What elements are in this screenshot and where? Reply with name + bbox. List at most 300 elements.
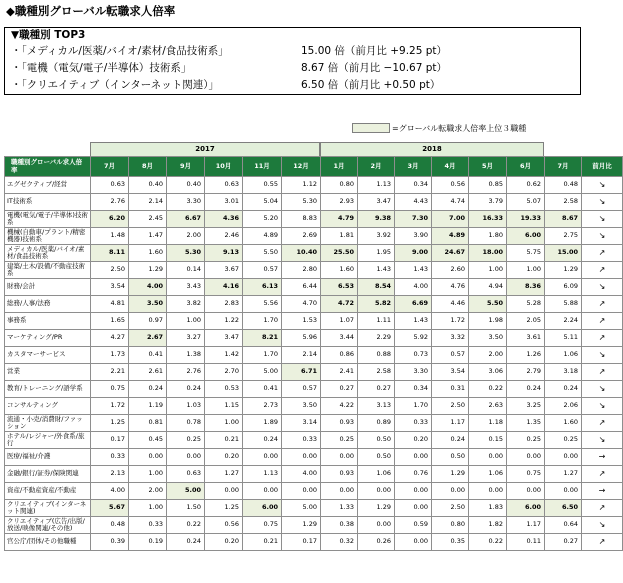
trend-arrow-icon: ↗ [582, 534, 623, 551]
row-label: コンサルティング [5, 398, 91, 415]
ratio-cell: 3.54 [432, 364, 469, 381]
ratio-cell: 2.60 [432, 262, 469, 279]
ratio-cell: 0.57 [432, 347, 469, 364]
ratio-cell: 1.15 [205, 398, 243, 415]
ratio-cell: 2.93 [321, 194, 358, 211]
ratio-cell: 0.34 [395, 177, 432, 194]
ratio-cell: 2.80 [282, 262, 321, 279]
ratio-cell: 3.18 [545, 364, 582, 381]
ratio-cell: 0.56 [205, 517, 243, 534]
ratio-cell: 0.64 [545, 517, 582, 534]
trend-arrow-icon: ↘ [582, 194, 623, 211]
ratio-cell: 1.47 [129, 228, 167, 245]
column-header-month: 3月 [395, 157, 432, 177]
ratio-cell: 0.00 [432, 483, 469, 500]
ratio-cell: 0.97 [129, 313, 167, 330]
trend-arrow-icon: ↗ [582, 296, 623, 313]
ratio-cell: 8.54 [358, 279, 395, 296]
ratio-cell: 5.67 [91, 500, 129, 517]
ratio-cell: 1.29 [282, 517, 321, 534]
ratio-cell: 1.03 [167, 398, 205, 415]
ratio-cell: 1.00 [167, 313, 205, 330]
ratio-cell: 5.11 [545, 330, 582, 347]
ratio-cell: 6.20 [91, 211, 129, 228]
ratio-cell: 0.25 [321, 432, 358, 449]
ratio-cell: 0.35 [432, 534, 469, 551]
ratio-cell: 0.56 [432, 177, 469, 194]
top3-item [5, 61, 580, 75]
ratio-cell: 4.70 [282, 296, 321, 313]
ratio-cell: 2.00 [469, 347, 507, 364]
ratio-cell: 1.12 [282, 177, 321, 194]
ratio-cell: 2.24 [545, 313, 582, 330]
ratio-cell: 6.00 [243, 500, 282, 517]
ratio-cell: 2.50 [432, 398, 469, 415]
ratio-cell: 6.44 [282, 279, 321, 296]
column-header-month: 10月 [205, 157, 243, 177]
ratio-cell: 0.40 [129, 177, 167, 194]
ratio-cell: 0.57 [243, 262, 282, 279]
trend-arrow-icon: ↘ [582, 381, 623, 398]
ratio-cell: 0.89 [358, 415, 395, 432]
ratio-cell: 0.15 [469, 432, 507, 449]
table-row [5, 449, 623, 466]
ratio-cell: 1.72 [432, 313, 469, 330]
column-header-month: 6月 [507, 157, 545, 177]
ratio-cell: 1.13 [243, 466, 282, 483]
ratio-cell: 1.72 [91, 398, 129, 415]
ratio-cell: 0.00 [395, 534, 432, 551]
row-label: 財務/会計 [5, 279, 91, 296]
ratio-cell: 1.13 [358, 177, 395, 194]
ratio-cell: 2.58 [358, 364, 395, 381]
ratio-cell: 4.16 [205, 279, 243, 296]
ratio-cell: 0.39 [91, 534, 129, 551]
row-label: 官公庁/団体/その他職種 [5, 534, 91, 551]
ratio-cell: 0.20 [205, 534, 243, 551]
table-row [5, 296, 623, 313]
row-label: 医療/福祉/介護 [5, 449, 91, 466]
ratio-cell: 2.61 [129, 364, 167, 381]
ratio-cell: 1.25 [91, 415, 129, 432]
ratio-cell: 0.48 [91, 517, 129, 534]
ratio-cell: 24.67 [432, 245, 469, 262]
ratio-cell: 3.90 [395, 228, 432, 245]
ratio-cell: 0.88 [358, 347, 395, 364]
ratio-cell: 1.00 [129, 466, 167, 483]
ratio-cell: 0.76 [395, 466, 432, 483]
ratio-cell: 4.89 [432, 228, 469, 245]
top3-item-value: 6.50 倍（前月比 +0.50 pt） [301, 79, 441, 91]
ratio-cell: 1.80 [469, 228, 507, 245]
table-row [5, 228, 623, 245]
row-label: 営業 [5, 364, 91, 381]
ratio-cell: 5.20 [243, 211, 282, 228]
ratio-cell: 4.43 [395, 194, 432, 211]
ratio-cell: 3.50 [129, 296, 167, 313]
ratio-cell: 2.06 [545, 398, 582, 415]
table-row [5, 432, 623, 449]
ratio-cell: 0.24 [167, 534, 205, 551]
ratio-cell: 3.30 [395, 364, 432, 381]
column-header-month: 7月 [545, 157, 582, 177]
column-header-month: 1月 [321, 157, 358, 177]
ratio-cell: 2.50 [91, 262, 129, 279]
trend-arrow-icon: ↗ [582, 364, 623, 381]
table-row [5, 194, 623, 211]
ratio-cell: 2.45 [129, 211, 167, 228]
trend-arrow-icon: ↘ [582, 177, 623, 194]
ratio-cell: 6.69 [395, 296, 432, 313]
ratio-cell: 0.00 [167, 449, 205, 466]
ratio-cell: 4.79 [321, 211, 358, 228]
top3-item [5, 44, 580, 58]
ratio-cell: 1.38 [167, 347, 205, 364]
ratio-cell: 0.41 [243, 381, 282, 398]
ratio-cell: 0.00 [469, 483, 507, 500]
ratio-cell: 1.18 [469, 415, 507, 432]
row-label: 資産/不動産資産/不動産 [5, 483, 91, 500]
ratio-cell: 3.32 [432, 330, 469, 347]
ratio-cell: 0.24 [129, 381, 167, 398]
ratio-cell: 1.43 [395, 313, 432, 330]
ratio-cell: 0.11 [507, 534, 545, 551]
ratio-cell: 0.34 [395, 381, 432, 398]
ratio-cell: 3.13 [358, 398, 395, 415]
ratio-cell: 1.95 [358, 245, 395, 262]
table-row [5, 313, 623, 330]
table-row [5, 415, 623, 432]
ratio-cell: 16.33 [469, 211, 507, 228]
column-header-change: 前月比 [582, 157, 623, 177]
table-row [5, 330, 623, 347]
ratio-cell: 2.41 [321, 364, 358, 381]
ratio-cell: 7.30 [395, 211, 432, 228]
ratio-cell: 0.55 [243, 177, 282, 194]
ratio-cell: 0.17 [282, 534, 321, 551]
ratio-cell: 1.89 [243, 415, 282, 432]
ratio-cell: 0.32 [321, 534, 358, 551]
table-row [5, 211, 623, 228]
row-label: 機械(自動車/プラント/精密機器)技術系 [5, 228, 91, 245]
ratio-cell: 1.60 [321, 262, 358, 279]
ratio-cell: 0.25 [507, 432, 545, 449]
ratio-cell: 9.00 [395, 245, 432, 262]
ratio-cell: 0.27 [321, 381, 358, 398]
column-header-month: 12月 [282, 157, 321, 177]
ratio-cell: 3.50 [282, 398, 321, 415]
ratio-cell: 0.33 [282, 432, 321, 449]
ratio-cell: 0.19 [129, 534, 167, 551]
ratio-cell: 3.47 [205, 330, 243, 347]
ratio-cell: 3.01 [205, 194, 243, 211]
ratio-cell: 1.29 [358, 500, 395, 517]
table-header-row [5, 157, 623, 177]
ratio-cell: 0.00 [507, 449, 545, 466]
ratio-cell: 0.75 [507, 466, 545, 483]
ratio-cell: 4.89 [243, 228, 282, 245]
ratio-cell: 1.60 [129, 245, 167, 262]
ratio-cell: 3.25 [507, 398, 545, 415]
ratio-cell: 5.00 [167, 483, 205, 500]
ratio-cell: 0.00 [545, 449, 582, 466]
ratio-cell: 2.14 [129, 194, 167, 211]
trend-arrow-icon: ↗ [582, 245, 623, 262]
ratio-cell: 0.25 [545, 432, 582, 449]
table-row [5, 177, 623, 194]
ratio-cell: 8.83 [282, 211, 321, 228]
table-row [5, 364, 623, 381]
ratio-cell: 5.28 [507, 296, 545, 313]
ratio-cell: 0.45 [129, 432, 167, 449]
legend [352, 122, 526, 134]
ratio-cell: 5.00 [243, 364, 282, 381]
ratio-cell: 0.80 [432, 517, 469, 534]
ratio-cell: 0.00 [469, 449, 507, 466]
row-label: 教育/トレーニング/語学系 [5, 381, 91, 398]
legend-swatch [352, 123, 390, 133]
year-header-2018: 2018 [320, 142, 544, 156]
ratio-cell: 5.50 [469, 296, 507, 313]
ratio-cell: 0.93 [321, 466, 358, 483]
ratio-cell: 18.00 [469, 245, 507, 262]
ratio-cell: 0.78 [167, 415, 205, 432]
table-body [5, 177, 623, 551]
legend-text: =グローバル転職求人倍率上位３職種 [392, 123, 527, 133]
trend-arrow-icon: ↗ [582, 500, 623, 517]
ratio-cell: 6.09 [545, 279, 582, 296]
ratio-cell: 5.75 [507, 245, 545, 262]
ratio-cell: 2.50 [432, 500, 469, 517]
ratio-cell: 1.00 [129, 500, 167, 517]
row-label: 金融/銀行/証券/保険関連 [5, 466, 91, 483]
ratio-cell: 2.14 [282, 347, 321, 364]
ratio-cell: 5.82 [358, 296, 395, 313]
ratio-cell: 0.24 [432, 432, 469, 449]
ratio-cell: 1.29 [432, 466, 469, 483]
ratio-cell: 25.50 [321, 245, 358, 262]
ratio-cell: 5.56 [243, 296, 282, 313]
row-label: 流通・小売/消費財/ファッション [5, 415, 91, 432]
ratio-cell: 4.76 [432, 279, 469, 296]
ratio-cell: 0.00 [395, 483, 432, 500]
table-row [5, 517, 623, 534]
ratio-cell: 0.00 [395, 500, 432, 517]
ratio-cell: 0.22 [167, 517, 205, 534]
ratio-cell: 0.00 [395, 449, 432, 466]
top3-item-name: ・「クリエイティブ（インターネット関連）」 [11, 79, 220, 91]
ratio-cell: 3.30 [167, 194, 205, 211]
ratio-cell: 0.17 [91, 432, 129, 449]
ratio-cell: 5.04 [243, 194, 282, 211]
ratio-cell: 7.00 [432, 211, 469, 228]
top3-heading: ▼職種別 TOP3 [11, 29, 86, 41]
top3-item-name: ・「メディカル/医薬/バイオ/素材/食品技術系」 [11, 45, 229, 57]
ratio-cell: 1.00 [205, 415, 243, 432]
ratio-cell: 0.00 [321, 483, 358, 500]
ratio-cell: 1.06 [469, 466, 507, 483]
top3-box [4, 27, 581, 95]
ratio-cell: 6.71 [282, 364, 321, 381]
ratio-cell: 0.57 [282, 381, 321, 398]
ratio-cell: 0.50 [432, 449, 469, 466]
ratio-cell: 8.21 [243, 330, 282, 347]
ratio-cell: 4.36 [205, 211, 243, 228]
ratio-cell: 1.11 [358, 313, 395, 330]
ratio-cell: 2.70 [205, 364, 243, 381]
trend-arrow-icon: ↗ [582, 313, 623, 330]
ratio-cell: 6.50 [545, 500, 582, 517]
ratio-cell: 0.53 [205, 381, 243, 398]
ratio-cell: 3.67 [205, 262, 243, 279]
column-header-month: 2月 [358, 157, 395, 177]
top3-item-value: 8.67 倍（前月比 −10.67 pt） [301, 62, 448, 74]
ratio-cell: 2.79 [507, 364, 545, 381]
row-label: 電機(電気/電子/半導体)技術系 [5, 211, 91, 228]
table-row [5, 279, 623, 296]
ratio-cell: 0.75 [91, 381, 129, 398]
row-label: クリエイティブ(インターネット関連) [5, 500, 91, 517]
ratio-cell: 0.00 [205, 483, 243, 500]
ratio-cell: 0.26 [358, 534, 395, 551]
ratio-cell: 0.00 [545, 483, 582, 500]
ratio-cell: 0.50 [358, 432, 395, 449]
ratio-cell: 0.93 [321, 415, 358, 432]
ratio-cell: 3.92 [358, 228, 395, 245]
job-ratio-table [4, 156, 623, 551]
ratio-cell: 0.24 [167, 381, 205, 398]
column-header-month: 11月 [243, 157, 282, 177]
ratio-cell: 1.06 [545, 347, 582, 364]
year-header-2017: 2017 [90, 142, 320, 156]
ratio-cell: 6.00 [507, 228, 545, 245]
ratio-cell: 10.40 [282, 245, 321, 262]
ratio-cell: 0.73 [395, 347, 432, 364]
ratio-cell: 0.00 [129, 449, 167, 466]
ratio-cell: 3.82 [167, 296, 205, 313]
ratio-cell: 9.13 [205, 245, 243, 262]
ratio-cell: 5.30 [167, 245, 205, 262]
ratio-cell: 3.43 [167, 279, 205, 296]
ratio-cell: 5.96 [282, 330, 321, 347]
ratio-cell: 1.00 [469, 262, 507, 279]
row-label: エグゼクティブ/経営 [5, 177, 91, 194]
ratio-cell: 0.21 [243, 534, 282, 551]
ratio-cell: 0.00 [282, 483, 321, 500]
trend-arrow-icon: ↘ [582, 347, 623, 364]
ratio-cell: 1.83 [469, 500, 507, 517]
ratio-cell: 0.20 [395, 432, 432, 449]
ratio-cell: 1.70 [243, 347, 282, 364]
ratio-cell: 3.47 [358, 194, 395, 211]
trend-arrow-icon: → [582, 483, 623, 500]
ratio-cell: 0.20 [205, 449, 243, 466]
trend-arrow-icon: ↘ [582, 228, 623, 245]
ratio-cell: 4.81 [91, 296, 129, 313]
ratio-cell: 0.22 [469, 381, 507, 398]
table-row [5, 483, 623, 500]
ratio-cell: 6.67 [167, 211, 205, 228]
ratio-cell: 19.33 [507, 211, 545, 228]
ratio-cell: 2.75 [545, 228, 582, 245]
ratio-cell: 3.50 [469, 330, 507, 347]
ratio-cell: 4.27 [91, 330, 129, 347]
ratio-cell: 0.27 [358, 381, 395, 398]
ratio-cell: 0.63 [167, 466, 205, 483]
ratio-cell: 0.27 [545, 534, 582, 551]
ratio-cell: 1.26 [507, 347, 545, 364]
row-label: カスタマーサービス [5, 347, 91, 364]
ratio-cell: 0.86 [321, 347, 358, 364]
column-header-month: 7月 [91, 157, 129, 177]
ratio-cell: 4.00 [395, 279, 432, 296]
ratio-cell: 2.13 [91, 466, 129, 483]
ratio-cell: 4.46 [432, 296, 469, 313]
ratio-cell: 2.83 [205, 296, 243, 313]
ratio-cell: 4.94 [469, 279, 507, 296]
ratio-cell: 0.14 [167, 262, 205, 279]
ratio-cell: 1.29 [129, 262, 167, 279]
ratio-cell: 2.76 [91, 194, 129, 211]
ratio-cell: 4.72 [321, 296, 358, 313]
ratio-cell: 0.33 [91, 449, 129, 466]
ratio-cell: 1.82 [469, 517, 507, 534]
ratio-cell: 2.69 [282, 228, 321, 245]
ratio-cell: 1.33 [321, 500, 358, 517]
ratio-cell: 2.29 [358, 330, 395, 347]
ratio-cell: 3.61 [507, 330, 545, 347]
table-row [5, 381, 623, 398]
ratio-cell: 2.00 [167, 228, 205, 245]
ratio-cell: 0.00 [243, 449, 282, 466]
ratio-cell: 0.00 [243, 483, 282, 500]
ratio-cell: 0.41 [129, 347, 167, 364]
ratio-cell: 2.76 [167, 364, 205, 381]
row-label: メディカル/医薬/バイオ/素材/食品技術系 [5, 245, 91, 262]
ratio-cell: 0.21 [205, 432, 243, 449]
ratio-cell: 5.50 [243, 245, 282, 262]
page-title: ◆職種別グローバル転職求人倍率 [6, 4, 176, 18]
row-label: 総務/人事/法務 [5, 296, 91, 313]
table-row [5, 398, 623, 415]
table-row [5, 534, 623, 551]
ratio-cell: 0.40 [167, 177, 205, 194]
trend-arrow-icon: ↘ [582, 211, 623, 228]
ratio-cell: 1.60 [545, 415, 582, 432]
ratio-cell: 2.21 [91, 364, 129, 381]
ratio-cell: 2.67 [129, 330, 167, 347]
ratio-cell: 4.74 [432, 194, 469, 211]
ratio-cell: 3.54 [91, 279, 129, 296]
row-label: ホテル/レジャー/外食系/旅行 [5, 432, 91, 449]
table-row [5, 466, 623, 483]
table-row [5, 347, 623, 364]
ratio-cell: 0.81 [129, 415, 167, 432]
table-row [5, 245, 623, 262]
ratio-cell: 1.98 [469, 313, 507, 330]
ratio-cell: 2.46 [205, 228, 243, 245]
ratio-cell: 3.06 [469, 364, 507, 381]
ratio-cell: 1.17 [507, 517, 545, 534]
ratio-cell: 1.25 [205, 500, 243, 517]
table-row [5, 500, 623, 517]
ratio-cell: 15.00 [545, 245, 582, 262]
table-row [5, 262, 623, 279]
ratio-cell: 0.25 [167, 432, 205, 449]
row-label: 建築/土木/設備/不動産技術系 [5, 262, 91, 279]
column-header-month: 8月 [129, 157, 167, 177]
ratio-cell: 4.00 [129, 279, 167, 296]
